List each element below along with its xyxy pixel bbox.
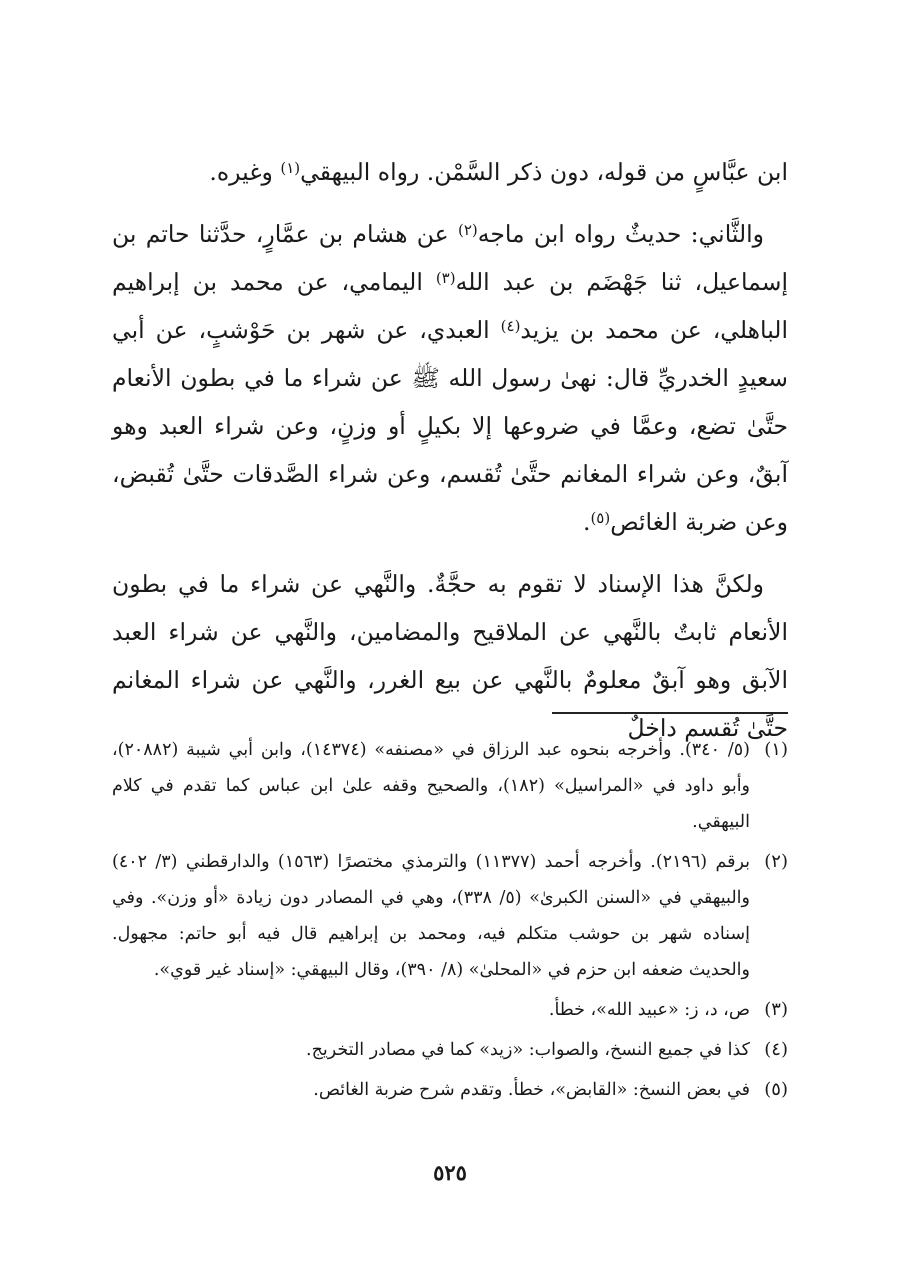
footnote-4 [112,1032,788,1068]
footnote-separator [552,712,788,714]
footnote-ref-4: (٤) [500,317,521,335]
footnote-number: (٢) [764,851,788,872]
footnote-text: كذا في جميع النسخ، والصواب: «زيد» كما في مصادر التخريج. [306,1040,750,1060]
paragraph-2-part-b: عن هشام بن عمَّارٍ، حدَّثنا حاتم بن إسماعيل، ثنا جَهْضَم بن عبد الله [112,220,788,296]
paragraph-1-text: ابن عبَّاسٍ من قوله، دون ذكر السَّمْن. رواه البيهقي [300,158,788,186]
paragraph-2-part-a: والثَّاني: حديثٌ رواه ابن ماجه [477,220,764,248]
paragraph-3: ولكنَّ هذا الإسناد لا تقوم به حجَّةٌ. والنَّهي عن شراء ما في بطون الأنعام ثابتٌ بالنَّهي عن الملاقيح والمضامين، والنَّهي عن شراء العبد الآبق وهو آبقٌ معلومٌ بالنَّهي عن بيع الغرر، والنَّهي عن شراء المغانم حتَّىٰ تُقسم داخلٌ [112,570,788,742]
footnote-2 [112,844,788,988]
footnote-text: ص، د، ز: «عبيد الله»، خطأ. [548,1000,750,1020]
footnote-ref-3: (٣) [435,269,456,287]
page-body [112,148,788,1100]
page-number: ٥٢٥ [433,1160,467,1185]
paragraph-1-end: وغيره. [209,158,281,186]
paragraph-2-end: . [582,508,591,536]
footnote-text: في بعض النسخ: «القابض»، خطأ. وتقدم شرح ضربة الغائص. [313,1080,750,1100]
paragraph-1 [112,148,788,196]
paragraph-2-part-c: اليمامي، عن محمد بن إبراهيم الباهلي، عن محمد بن يزيد [112,268,788,344]
footnote-ref-2: (٢) [457,221,478,239]
footnote-1 [112,732,788,840]
footnote-3 [112,992,788,1028]
footnotes [112,732,788,1112]
footnote-ref-5: (٥) [590,509,611,527]
footnote-text: (٥/ ٣٤٠). وأخرجه بنحوه عبد الرزاق في «مصنفه» (١٤٣٧٤)، وابن أبي شيبة (٢٠٨٨٢)، وأبو داود في «المراسيل» (١٨٢)، والصحيح وقفه علىٰ ابن عباس كما تقدم في كلام البيهقي. [112,740,751,832]
footnote-text: برقم (٢١٩٦). وأخرجه أحمد (١١٣٧٧) والترمذي مختصرًا (١٥٦٣) والدارقطني (٣/ ٤٠٢) والبيهقي في «السنن الكبرىٰ» (٥/ ٣٣٨)، وهي في المصادر دون زيادة «أو وزن». وفي إسناده شهر بن حوشب متكلم فيه، ومحمد بن إبراهيم قال فيه أبو حاتم: مجهول. والحديث ضعفه ابن حزم في «المحلىٰ» (٨/ ٣٩٠)، وقال البيهقي: «إسناد غير قوي». [112,852,750,980]
footnote-number: (٥) [764,1079,788,1100]
footnote-ref-1: (١) [280,159,301,177]
footnote-number: (١) [764,739,788,760]
main-text [112,148,788,752]
paragraph-2 [112,210,788,546]
footnote-5 [112,1072,788,1108]
paragraph-2-part-d: العبدي، عن شهر بن حَوْشبٍ، عن أبي سعيدٍ الخدريِّ قال: نهىٰ رسول الله ﷺ عن شراء ما في بطون الأنعام حتَّىٰ تضع، وعمَّا في ضروعها إلا بكيلٍ أو وزنٍ، وعن شراء العبد وهو آبقٌ، وعن شراء المغانم حتَّىٰ تُقسم، وعن شراء الصَّدقات حتَّىٰ تُقبض، وعن ضربة الغائص [112,316,788,536]
footnote-number: (٣) [764,999,788,1020]
footnote-number: (٤) [764,1039,788,1060]
